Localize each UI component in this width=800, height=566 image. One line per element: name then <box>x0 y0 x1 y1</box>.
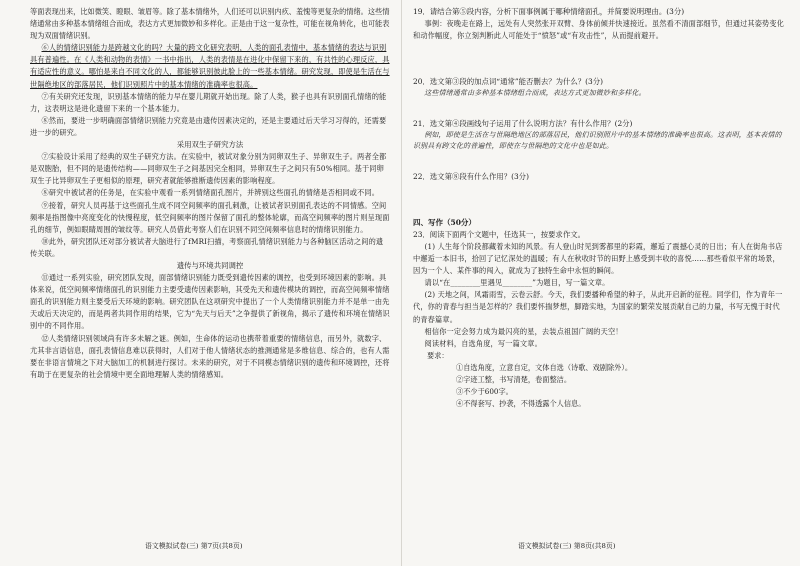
section-title-twin-method: 采用双生子研究方法 <box>176 140 244 150</box>
para-10: ⑫人类情绪识别领域尚有许多未解之谜。例如，生命体的运动也携带着重要的情绪信息，而另外，就数字、尤其非言语信息，面孔表情信息难以获得时，人们对于他人情绪状态的推测通常是多维信息、综合的，也有人需要在非语言情境之下对大脑加工的机制进行探讨。未来的研究，对于不同模态情绪识别的遗传和环境调控，还将有助于在更复杂的社会情境中更全面地理解人类的情绪感知。 <box>30 333 390 379</box>
para-3: ⑦有关研究还发现，识别基本情绪的能力早在婴儿期就开始出现。除了人类，猴子也具有识别面孔情绪的能力，这表明这是进化遗留下来的一个基本能力。 <box>30 91 387 113</box>
right-page-footer: 语文模拟试卷(三) 第8页(共8页) <box>518 542 616 550</box>
para-6: ⑧研究中被试者的任务是，在实验中观看一系列情绪面孔图片，并辨别这些面孔的情绪是否相同或不同。 <box>41 188 380 198</box>
para-9: ⑪通过一系列实验，研究团队发现，面部情绪识别能力既受到遗传因素的调控，也受到环境因素的影响。具体来说，低空间频率情绪面孔的识别能力主要受遗传因素影响，其受先天和遗传模块的调控，而高空间频率情绪面孔的识别能力则主要受后天环境的影响。研究团队在这项研究中提出了一个人类情绪识别能力并不是单一由先天或后天决定的，而是两者共同作用的结果，它为“先天与后天”之争提供了新视角，揭示了遗传和环境在情绪识别中的不同作用。 <box>30 273 390 331</box>
question-21-note: 例如，即使是生活在与世隔绝地区的部落居民，他们识别照片中的基本情绪的准确率也很高。这表明，基本表情的识别具有跨文化的普遍性，即使在与世隔绝的文化中也是如此。 <box>413 130 782 151</box>
requirement-2: ②字迹工整，书写清楚，卷面整洁。 <box>456 375 572 384</box>
left-page-footer: 语文模拟试卷(三) 第7页(共8页) <box>145 542 243 550</box>
requirement-4: ④不得套写、抄袭，不得透露个人信息。 <box>456 399 586 409</box>
essay-option-2: (2) 天地之间，风霜雨雪，云卷云舒。今天，我们要播种希望的种子，从此开启新的征程。同学们，作为青年一代，你的青春与担当是怎样的？我们要怀揣梦想，脚踏实地，为国家的繁荣发展贡献自己的力量，书写无愧于时代的青春篇章。 <box>413 290 783 324</box>
question-22: 22．选文第⑧段有什么作用？(3分) <box>413 171 529 181</box>
requirement-3: ③不少于600字。 <box>456 387 513 397</box>
para-1: 等面表现出来，比如微笑、瞪眼、皱眉等。除了基本情绪外，人们还可以识别内疚、羞愧等更复杂的情绪。这些情绪通常由多种基本情绪组合而成，表达方式更加微妙和多样化。正是由于这一复杂性，可能在视角转化，也可能表现为双面情绪识别。 <box>30 7 390 41</box>
essay-option-1: (1) 人生每个阶段都藏着未知的风景。有人登山时见到雾都里的彩霞，邂逅了震撼心灵的日出；有人在街角书店中邂逅一本旧书，拾回了记忆深处的温暖；有人在秋收时节的田野上感受到丰收的喜悦……那些看似平常的场景，因为一个人、某件事的闯入，就成为了独特生命中永恒的瞬间。 <box>413 241 783 276</box>
question-19-example: 事例：夜晚走在路上，远处有人突然张开双臂、身体前倾并快速接近。虽然看不清面部细节，但通过其姿势变化和动作幅度，你立刻判断此人可能处于“愤怒”或“有攻击性”，从而提前避开。 <box>413 19 785 41</box>
question-19: 19．请结合第⑤段内容，分析下面事例属于哪种情绪面孔，并简要说明理由。(3分) <box>413 7 685 16</box>
para-7: ⑨接着，研究人员再基于这些面孔生成不同空间频率的面孔刺激，让被试者识别面孔表达的不同情感。空间频率是指图像中亮度变化的快慢程度，低空间频率的图片保留了面孔的整体轮廓，而高空间频率的图片则呈现面孔的细节，例如眼睛周围的皱纹等。研究人员借此考察人们在识别不同空间频率信息时的情绪识别能力。 <box>30 200 390 234</box>
requirement-1: ①自选角度，立意自定，文体自选（诗歌、戏剧除外）。 <box>456 362 633 372</box>
section-writing-heading: 四、写作（50分） <box>413 217 476 227</box>
question-21: 21．选文第④段画线句子运用了什么说明方法？有什么作用？(2分) <box>413 118 633 128</box>
para-5: ⑦实验设计采用了经典的双生子研究方法。在实验中，被试对象分别为同卵双生子、异卵双生子。两者全都是双胞胎，但不同的是遗传结构——同卵双生子之间基因完全相同，异卵双生子之间只有50%相同。基于同卵双生子比异卵双生子更相似的原理，研究者就能够推断遗传因素的影响程度。 <box>30 152 387 186</box>
essay-option-2-prompt: 阅读材料，自选角度，写一篇文章。 <box>424 338 542 348</box>
question-20: 20．选文第③段的加点词“通常”能否删去？为什么？(3分) <box>413 77 604 87</box>
underlined-text: ⑥人的情绪识别能力是跨越文化的吗？大量的跨文化研究表明，人类的面孔表情中，基本情绪的表达与识别具有普遍性。在《人类和动物的表情》一书中指出，人类的表情是在进化中保留下来的，有共性的心理反应，具有适应性的意义。哪怕是来自不同文化的人，都能够识别彼此脸上的一些基本情绪。研究发现，即使是生活在与世隔绝地区的部落居民，他们识别照片中的基本情绪的准确率也很高。 <box>30 43 390 89</box>
para-8: ⑩此外，研究团队还对部分被试者大脑进行了fMRI扫描，考察面孔情绪识别能力与各种脑区活动之间的遗传关联。 <box>30 236 384 258</box>
page-divider <box>401 0 402 566</box>
requirements-label: 要求： <box>427 350 449 360</box>
right-page <box>413 6 785 566</box>
para-2 <box>30 42 390 90</box>
question-20-note: 这些情绪通常由多种基本情绪组合而成，表达方式更加微妙和多样化。 <box>424 89 646 98</box>
para-4: ⑧然而，要进一步明确面部情绪识别能力究竟是由遗传因素决定的，还是主要通过后天学习习得的，还需要进一步的研究。 <box>30 115 387 137</box>
question-23: 23．阅读下面两个文题中，任选其一，按要求作文。 <box>413 229 586 239</box>
essay-option-1-prompt: 请以“在________里遇见________”为题目，写一篇文章。 <box>424 278 610 288</box>
section-title-genetics-environment: 遗传与环境共同调控 <box>176 260 244 270</box>
essay-option-2-line: 相信你一定会努力成为最闪亮的星，去装点祖国广阔的天空！ <box>424 326 623 336</box>
left-page <box>30 6 390 566</box>
